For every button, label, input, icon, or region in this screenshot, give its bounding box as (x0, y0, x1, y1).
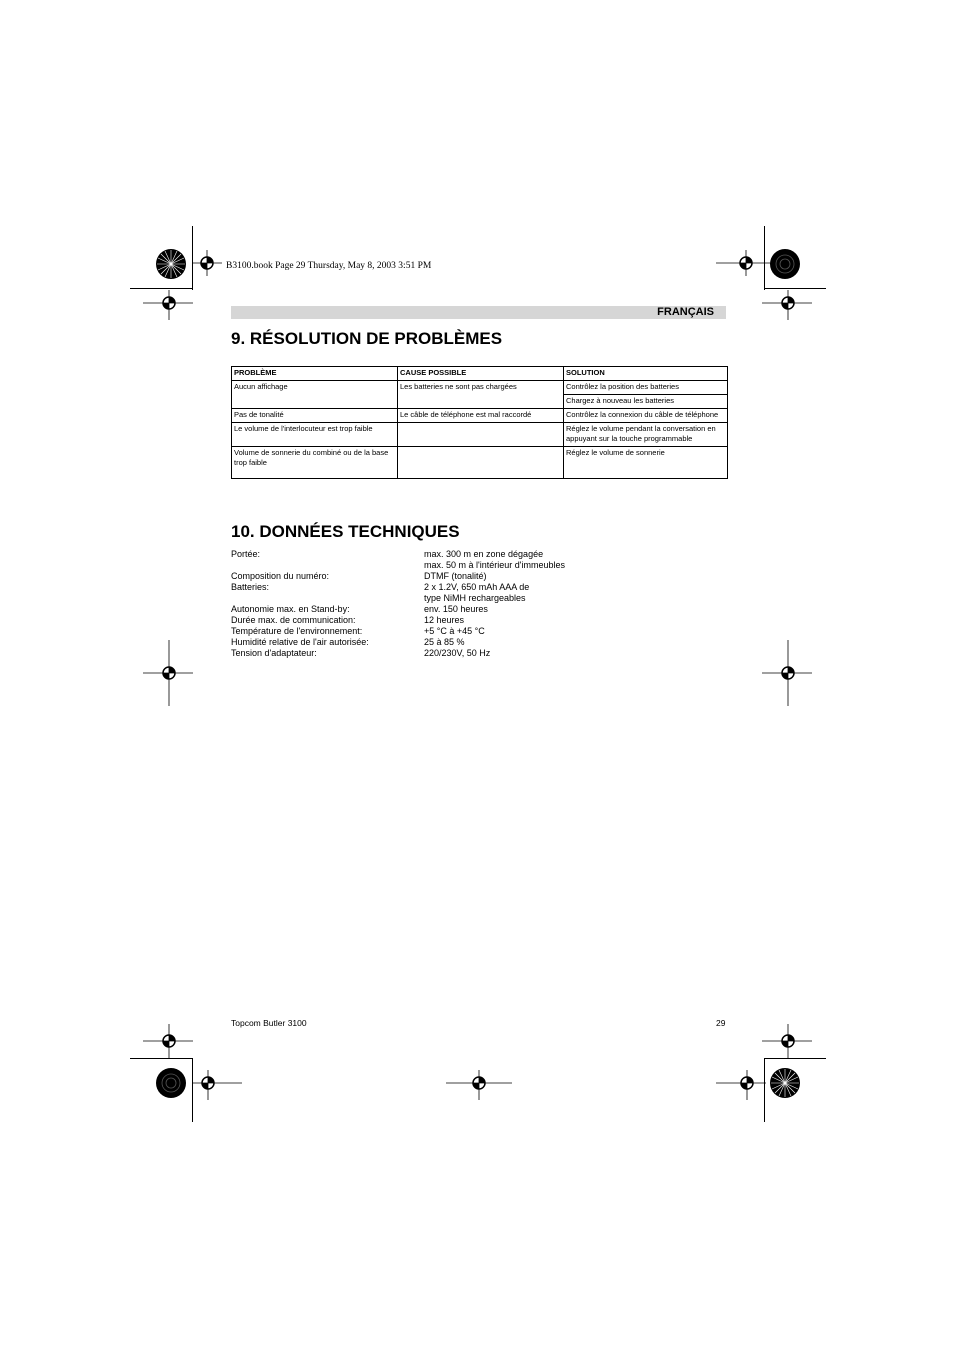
spec-label: Composition du numéro: (231, 571, 330, 581)
section-title-technical-data: 10. DONNÉES TECHNIQUES (231, 522, 460, 541)
spec-value: max. 50 m à l'intérieur d'immeubles (424, 560, 565, 570)
crop-line (130, 1058, 192, 1059)
spec-value: type NiMH rechargeables (424, 593, 526, 603)
table-cell: Aucun affichage (232, 381, 398, 409)
crosshair-registration-icon (192, 250, 222, 276)
spec-row (231, 637, 565, 648)
crosshair-registration-icon (143, 640, 193, 706)
footer-product: Topcom Butler 3100 (231, 1018, 307, 1028)
spec-value: 220/230V, 50 Hz (424, 648, 491, 658)
spec-value: 25 à 85 % (424, 637, 465, 647)
section-title-troubleshooting: 9. RÉSOLUTION DE PROBLÈMES (231, 329, 503, 348)
crosshair-registration-icon (143, 290, 193, 320)
starburst-registration-icon (155, 248, 187, 280)
table-row (232, 381, 728, 395)
spec-value: max. 300 m en zone dégagée (424, 549, 544, 559)
crosshair-registration-icon (762, 290, 812, 320)
spec-row (231, 571, 565, 582)
spec-row (231, 626, 565, 637)
table-cell: Contrôlez la position des batteries (564, 381, 728, 395)
crosshair-registration-icon (762, 1024, 812, 1058)
table-cell: Volume de sonnerie du combiné ou de la base trop faible (232, 447, 398, 479)
table-cell: Le câble de téléphone est mal raccordé (398, 409, 564, 423)
crop-line (764, 288, 826, 289)
table-row (232, 409, 728, 423)
table-cell: Le volume de l'interlocuteur est trop faible (232, 423, 398, 447)
crop-line (764, 1058, 826, 1059)
crosshair-registration-icon (446, 1070, 512, 1100)
column-header: SOLUTION (564, 367, 728, 381)
spec-label: Durée max. de communication: (231, 615, 356, 625)
spec-label: Tension d'adaptateur: (231, 648, 317, 658)
crosshair-registration-icon (192, 1070, 242, 1100)
spec-row (231, 648, 565, 659)
crosshair-registration-icon (762, 640, 812, 706)
page-number: 29 (716, 1018, 726, 1028)
language-bar (231, 306, 726, 319)
spec-label: Autonomie max. en Stand-by: (231, 604, 350, 614)
crosshair-registration-icon (716, 250, 774, 276)
spec-row (231, 582, 565, 604)
spec-row (231, 604, 565, 615)
book-slug: B3100.book Page 29 Thursday, May 8, 2003 3:51 PM (226, 261, 432, 271)
crop-line (130, 288, 192, 289)
table-cell (398, 447, 564, 479)
spec-label: Portée: (231, 549, 261, 559)
column-header: PROBLÈME (232, 367, 398, 381)
spec-label: Humidité relative de l'air autorisée: (231, 637, 369, 647)
spec-value: +5 °C à +45 °C (424, 626, 485, 636)
spec-row (231, 549, 565, 571)
spec-value: 2 x 1.2V, 650 mAh AAA de (424, 582, 530, 592)
table-header-row (232, 367, 728, 381)
spec-value: DTMF (tonalité) (424, 571, 487, 581)
spec-label: Batteries: (231, 582, 270, 592)
column-header: CAUSE POSSIBLE (398, 367, 564, 381)
table-cell: Les batteries ne sont pas chargées (398, 381, 564, 409)
starburst-registration-icon (155, 1067, 187, 1099)
spec-label: Température de l'environnement: (231, 626, 363, 636)
table-cell: Chargez à nouveau les batteries (564, 395, 728, 409)
spec-row (231, 615, 565, 626)
spec-value: env. 150 heures (424, 604, 488, 614)
troubleshooting-table (231, 366, 728, 479)
table-cell (398, 423, 564, 447)
table-cell: Réglez le volume de sonnerie (564, 447, 728, 479)
spec-value: 12 heures (424, 615, 465, 625)
starburst-registration-icon (769, 1067, 801, 1099)
table-row (232, 447, 728, 479)
crosshair-registration-icon (716, 1070, 766, 1100)
table-row (232, 423, 728, 447)
language-label: FRANÇAIS (657, 306, 714, 318)
table-cell: Pas de tonalité (232, 409, 398, 423)
crosshair-registration-icon (143, 1024, 193, 1058)
table-cell: Réglez le volume pendant la conversation en appuyant sur la touche programmable (564, 423, 728, 447)
table-cell: Contrôlez la connexion du câble de téléphone (564, 409, 728, 423)
spec-list (231, 549, 565, 659)
